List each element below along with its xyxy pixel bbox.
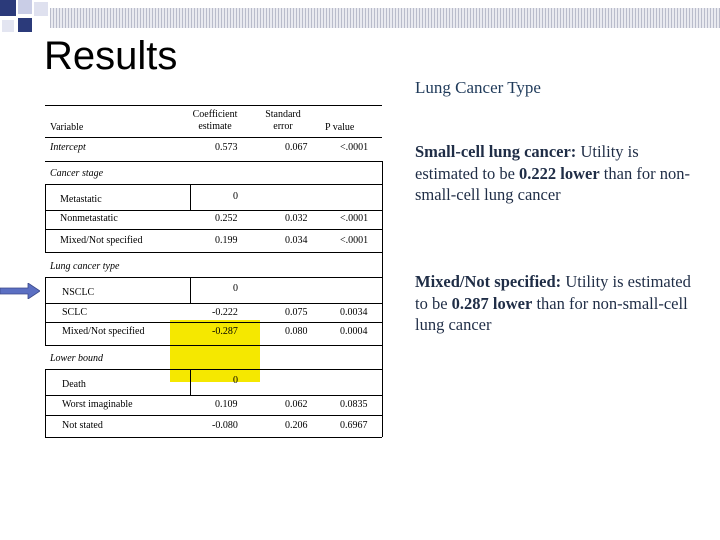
cell-p: <.0001 <box>340 142 369 153</box>
section-label: Lung cancer type <box>50 261 120 272</box>
block-border <box>190 369 191 395</box>
header-coefficient: Coefficient estimate <box>192 109 238 132</box>
note-text: than for non-small-cell lung cancer <box>415 163 690 204</box>
row-label: NSCLC <box>62 287 95 298</box>
cell-coef: 0 <box>233 191 238 202</box>
cell-coef: 0.573 <box>215 142 238 153</box>
block-border <box>382 161 383 252</box>
row-rule <box>45 210 382 211</box>
row-label: Not stated <box>62 420 103 431</box>
slide-title: Results <box>44 34 178 78</box>
cell-p: 0.0004 <box>340 326 368 337</box>
cell-coef: 0.109 <box>215 399 238 410</box>
note-value: 0.287 lower <box>451 293 533 313</box>
cell-p: 0.0034 <box>340 307 368 318</box>
row-label: Metastatic <box>60 194 102 205</box>
note-lead: Small-cell lung cancer: <box>415 142 577 161</box>
section-label: Lower bound <box>50 353 104 364</box>
cell-p: 0.6967 <box>340 420 368 431</box>
section-rule <box>45 277 382 278</box>
cell-coef: -0.080 <box>212 420 238 431</box>
block-border <box>382 345 383 437</box>
section-rule <box>45 161 382 162</box>
row-rule <box>45 229 382 230</box>
slide-subtitle: Lung Cancer Type <box>415 78 541 97</box>
row-rule <box>45 252 382 253</box>
header-rule <box>45 137 382 138</box>
cell-se: 0.062 <box>285 399 308 410</box>
cell-se: 0.080 <box>285 326 308 337</box>
note-text: Utility is estimated to be <box>415 272 691 313</box>
section-rule <box>45 184 382 185</box>
block-border <box>382 252 383 345</box>
note-text: than for non-small-cell lung cancer <box>415 293 688 334</box>
cell-coef: 0.199 <box>215 235 238 246</box>
row-rule <box>45 415 382 416</box>
row-rule <box>45 303 382 304</box>
note-text: Utility is estimated to be <box>415 142 639 183</box>
row-rule <box>45 345 382 346</box>
cell-coef: 0 <box>233 283 238 294</box>
block-border <box>45 184 46 252</box>
table-bottom-rule <box>45 437 382 438</box>
cell-coef: 0.252 <box>215 213 238 224</box>
row-label: Mixed/Not specified <box>62 326 145 337</box>
note-mixed <box>415 271 695 336</box>
row-label: SCLC <box>62 307 88 318</box>
header-p-value: P value <box>325 122 355 133</box>
row-label: Death <box>62 379 86 390</box>
row-label: Mixed/Not specified <box>60 235 143 246</box>
cell-se: 0.075 <box>285 307 308 318</box>
section-label: Cancer stage <box>50 168 104 179</box>
row-rule <box>45 322 382 323</box>
block-border <box>45 369 46 437</box>
note-value: 0.222 lower <box>519 163 600 183</box>
block-border <box>45 277 46 345</box>
cell-p: <.0001 <box>340 235 369 246</box>
block-border <box>190 277 191 303</box>
row-rule <box>45 395 382 396</box>
cell-p: 0.0835 <box>340 399 368 410</box>
cell-coef: -0.287 <box>212 326 238 337</box>
header-variable: Variable <box>50 122 84 133</box>
section-rule <box>45 369 382 370</box>
cell-coef: -0.222 <box>212 307 238 318</box>
row-label: Nonmetastatic <box>60 213 118 224</box>
cell-se: 0.032 <box>285 213 308 224</box>
row-label: Intercept <box>50 142 86 153</box>
cell-p: <.0001 <box>340 213 369 224</box>
header-standard-error: Standard error <box>265 109 301 132</box>
cell-se: 0.034 <box>285 235 308 246</box>
table-top-rule <box>45 105 382 106</box>
block-border <box>190 184 191 210</box>
cell-se: 0.206 <box>285 420 308 431</box>
row-label: Worst imaginable <box>62 399 133 410</box>
cell-se: 0.067 <box>285 142 308 153</box>
cell-coef: 0 <box>233 375 238 386</box>
note-lead: Mixed/Not specified: <box>415 272 562 291</box>
note-small-cell <box>415 141 695 206</box>
